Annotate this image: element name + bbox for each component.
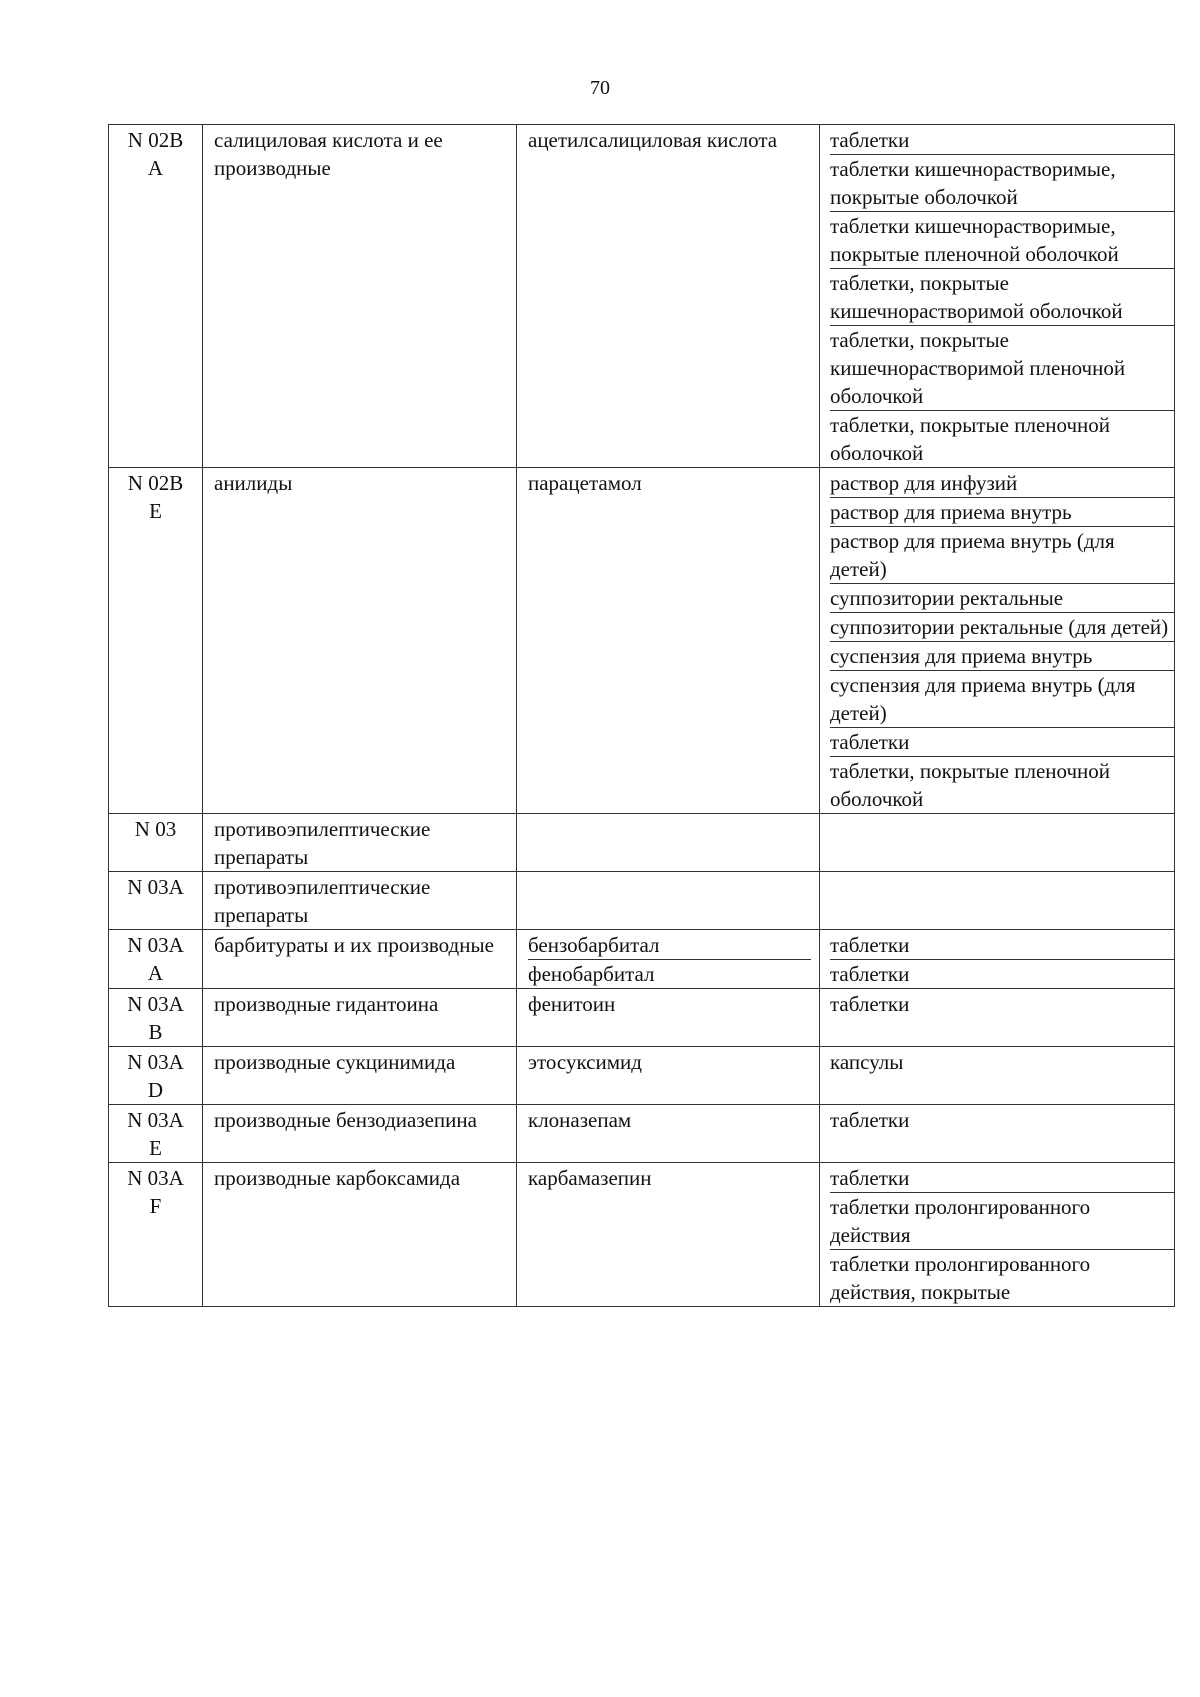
dosage-form: таблетки <box>830 1108 910 1132</box>
dosage-form-cell <box>820 125 1175 468</box>
atc-group-cell: противоэпилептические препараты <box>203 814 517 872</box>
drug-name: ацетилсалициловая кислота <box>528 128 778 152</box>
dosage-form-cell <box>820 814 1175 872</box>
atc-code-line: N 02B <box>127 471 184 495</box>
dosage-form: раствор для инфузий <box>830 469 1174 498</box>
dosage-form: таблетки <box>830 962 910 986</box>
drug-name-cell <box>517 1047 820 1105</box>
drug-name: клоназепам <box>528 1108 632 1132</box>
drug-name: фенобарбитал <box>528 962 655 986</box>
table-body <box>109 125 1175 1307</box>
atc-code-line: E <box>149 499 162 523</box>
drug-name: бензобарбитал <box>528 931 811 960</box>
drug-name: парацетамол <box>528 471 642 495</box>
dosage-form: суспензия для приема внутрь <box>830 642 1174 671</box>
atc-code-line: N 03A <box>127 933 184 957</box>
drug-name-cell <box>517 814 820 872</box>
table-row <box>109 872 1175 930</box>
atc-code-cell <box>109 872 203 930</box>
drug-table <box>108 124 1175 1307</box>
dosage-form: таблетки, покрытые кишечнорастворимой пленочной оболочкой <box>830 326 1174 411</box>
atc-group-cell: противоэпилептические препараты <box>203 872 517 930</box>
atc-group-cell: салициловая кислота и ее производные <box>203 125 517 468</box>
dosage-form: таблетки <box>830 728 1174 757</box>
atc-code-line: N 02B <box>127 128 184 152</box>
atc-code-line: N 03A <box>127 1050 184 1074</box>
atc-code-cell <box>109 930 203 989</box>
drug-name-cell <box>517 125 820 468</box>
atc-group-cell: производные бензодиазепина <box>203 1105 517 1163</box>
table-row <box>109 1105 1175 1163</box>
dosage-form-cell <box>820 872 1175 930</box>
table-row <box>109 930 1175 989</box>
dosage-form: таблетки <box>830 992 910 1016</box>
dosage-form: таблетки, покрытые кишечнорастворимой оболочкой <box>830 269 1174 326</box>
atc-code-cell <box>109 1163 203 1307</box>
dosage-form: таблетки, покрытые пленочной оболочкой <box>830 759 1111 811</box>
atc-group-cell: анилиды <box>203 468 517 814</box>
atc-group-cell: производные карбоксамида <box>203 1163 517 1307</box>
atc-code-line: A <box>147 961 164 985</box>
atc-code-cell <box>109 1105 203 1163</box>
dosage-form: суппозитории ректальные (для детей) <box>830 613 1174 642</box>
dosage-form: раствор для приема внутрь (для детей) <box>830 527 1174 584</box>
atc-code-cell <box>109 468 203 814</box>
dosage-form: суспензия для приема внутрь (для детей) <box>830 671 1174 728</box>
atc-group-cell: производные гидантоина <box>203 989 517 1047</box>
dosage-form: суппозитории ректальные <box>830 584 1174 613</box>
drug-name-cell <box>517 930 820 989</box>
dosage-form: таблетки кишечнорастворимые, покрытые оболочкой <box>830 155 1174 212</box>
atc-code-line: N 03A <box>127 992 184 1016</box>
atc-code-line: B <box>148 1020 163 1044</box>
dosage-form: таблетки <box>830 931 1174 960</box>
page-number: 70 <box>590 77 610 99</box>
drug-name-cell <box>517 872 820 930</box>
table-row <box>109 468 1175 814</box>
drug-name: этосуксимид <box>528 1050 642 1074</box>
atc-code-line: F <box>149 1194 162 1218</box>
table-row <box>109 1047 1175 1105</box>
dosage-form-cell <box>820 1163 1175 1307</box>
atc-code-line: D <box>147 1078 164 1102</box>
dosage-form: таблетки пролонгированного действия <box>830 1193 1174 1250</box>
atc-group-cell: барбитураты и их производные <box>203 930 517 989</box>
drug-name: карбамазепин <box>528 1166 652 1190</box>
atc-code-cell <box>109 125 203 468</box>
drug-name-cell <box>517 468 820 814</box>
dosage-form: таблетки <box>830 126 1174 155</box>
dosage-form-cell <box>820 1105 1175 1163</box>
dosage-form: капсулы <box>830 1050 904 1074</box>
table-row <box>109 125 1175 468</box>
atc-code-line: E <box>149 1136 162 1160</box>
dosage-form: раствор для приема внутрь <box>830 498 1174 527</box>
table-row <box>109 814 1175 872</box>
dosage-form: таблетки <box>830 1164 1174 1193</box>
atc-code-line: N 03A <box>127 875 184 899</box>
drug-name-cell <box>517 1163 820 1307</box>
dosage-form: таблетки кишечнорастворимые, покрытые пленочной оболочкой <box>830 212 1174 269</box>
drug-name-cell <box>517 989 820 1047</box>
atc-code-line: N 03A <box>127 1166 184 1190</box>
drug-name-cell <box>517 1105 820 1163</box>
atc-code-line: N 03 <box>134 817 177 841</box>
atc-code-cell <box>109 814 203 872</box>
table-row <box>109 1163 1175 1307</box>
dosage-form: таблетки, покрытые пленочной оболочкой <box>830 413 1111 465</box>
drug-name: фенитоин <box>528 992 616 1016</box>
dosage-form-cell <box>820 468 1175 814</box>
atc-code-line: N 03A <box>127 1108 184 1132</box>
dosage-form: таблетки пролонгированного действия, покрытые <box>830 1252 1091 1304</box>
atc-code-cell <box>109 989 203 1047</box>
dosage-form-cell <box>820 930 1175 989</box>
dosage-form-cell <box>820 1047 1175 1105</box>
dosage-form-cell <box>820 989 1175 1047</box>
table-row <box>109 989 1175 1047</box>
atc-code-cell <box>109 1047 203 1105</box>
atc-code-line: A <box>147 156 164 180</box>
atc-group-cell: производные сукцинимида <box>203 1047 517 1105</box>
